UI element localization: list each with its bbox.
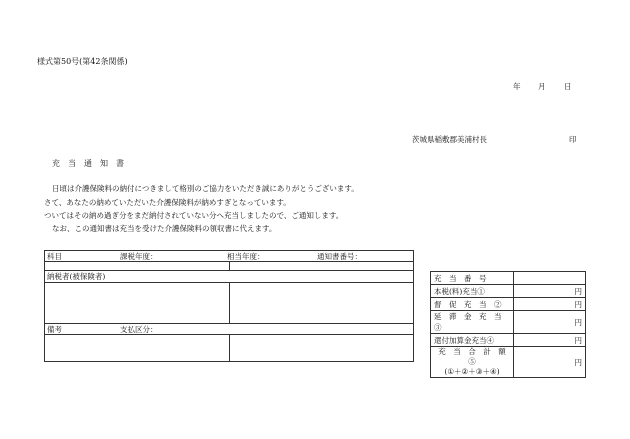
total-appropriation-formula: (①＋②＋③＋④) <box>444 367 500 376</box>
late-fee-appropriation-unit: 円 <box>514 311 586 334</box>
subject-blank-cell <box>45 262 230 271</box>
seal-mark: 印 <box>569 135 577 144</box>
refund-addition-appropriation-unit: 円 <box>514 334 586 347</box>
body-line-1: 日頃は介護保険料の納付につきまして格別のご協力をいただき誠にありがとうございます。 <box>52 184 359 193</box>
form-number: 様式第50号(第42条関係) <box>37 57 128 66</box>
refund-addition-appropriation-label: 還付加算金充当④ <box>431 334 514 347</box>
date-day-label: 日 <box>564 82 572 91</box>
remarks-label: 備考 <box>47 325 62 334</box>
payer-label: 納税者(被保険者) <box>45 271 414 283</box>
date-year-label: 年 <box>513 82 521 91</box>
document-title: 充 当 通 知 書 <box>52 159 124 168</box>
subject-header-row <box>45 251 414 262</box>
appropriation-summary-table <box>430 271 586 378</box>
tax-year-label: 課税年度： <box>120 252 158 261</box>
applicable-year-label: 相当年度： <box>227 252 265 261</box>
late-fee-appropriation-label: 延 滞 金 充 当 ③ <box>431 311 514 334</box>
date-month-label: 月 <box>538 82 546 91</box>
demand-appropriation-label: 督 促 充 当 ② <box>431 298 514 311</box>
subject-label: 科目 <box>47 252 62 261</box>
body-line-4: なお、この通知書は充当を受けた介護保険料の領収書に代えます。 <box>52 224 277 233</box>
principal-appropriation-unit: 円 <box>514 285 586 298</box>
body-line-3: ついてはその納め過ぎ分をまだ納付されていない分へ充当しましたので、ご通知します。 <box>44 211 344 220</box>
total-appropriation-label: 充 当 合 計 額 ⑤ <box>438 347 514 366</box>
payer-blank-cell <box>45 283 230 324</box>
principal-appropriation-label: 本税(料)充当① <box>431 285 514 298</box>
issuer-name: 茨城県稲敷郡美浦村長 <box>412 135 487 144</box>
notice-detail-table <box>44 250 414 362</box>
remarks-header-row <box>45 324 414 335</box>
appropriation-number-value <box>514 272 586 285</box>
payment-category-label: 支払区分： <box>120 325 158 334</box>
appropriation-number-label: 充 当 番 号 <box>431 272 514 285</box>
subject-value-cell <box>229 262 414 271</box>
remarks-value-cell <box>229 335 414 362</box>
body-line-2: さて、あなたの納めていただいた介護保険料が納めすぎとなっています。 <box>44 198 291 207</box>
notice-number-label: 通知書番号： <box>317 252 362 261</box>
total-appropriation-cell <box>431 347 514 378</box>
demand-appropriation-unit: 円 <box>514 298 586 311</box>
total-appropriation-unit: 円 <box>514 347 586 378</box>
payer-value-cell <box>229 283 414 324</box>
remarks-blank-cell <box>45 335 230 362</box>
